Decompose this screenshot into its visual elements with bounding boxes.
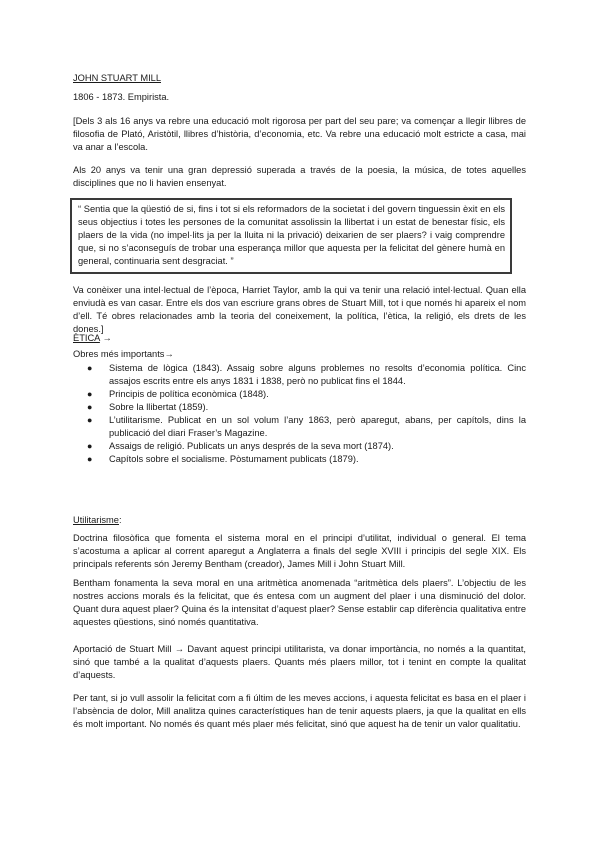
bullet-icon: ● (87, 363, 93, 373)
list-item (73, 362, 526, 388)
quote-box (70, 198, 512, 274)
bullet-icon: ● (87, 402, 93, 412)
doctrine-paragraph: Doctrina filosòfica que fomenta el sistema moral en el principi d’utilitat, individual o general. El tema s’acostuma a aplicar al corrent aparegut a Anglaterra a finals del segle XVIII i principis del segle XIX. Els principals referents són Jeremy Bentham (creador), James Mill i John Stuart Mill. (73, 533, 526, 569)
list-item (73, 414, 526, 440)
bullet-icon: ● (87, 441, 93, 451)
happiness-paragraph: Per tant, si jo vull assolir la felicitat com a fi últim de les meves accions, i aquesta felicitat es basa en el plaer i l’absència de dolor, Mill analitza quines característiques han de tenir aquests plaers, ja que la qualitat en ells és molt important. No només és quant més plaer més felicitat, sinó que aquest ha de tenir un valor qualitatiu. (73, 693, 526, 729)
bentham-paragraph: Bentham fonamenta la seva moral en una aritmètica anomenada “aritmètica dels plaers”. L’objectiu de les nostres accions morals és la felicitat, que és entesa com un augment del plaer i una disminució del dolor. Quant dura aquest plaer? Quina és la intensitat d’aquest plaer? Sense establir cap diferència qualitativa entre aquestes qüestions, sinó només quantitativa. (73, 578, 526, 627)
list-item-text: Sistema de lògica (1843). Assaig sobre alguns problemes no resolts d’economia política. Cinc assajos escrits entre els anys 1831 i 1838, però no publicat fins el 1844. (109, 363, 526, 386)
list-item (73, 401, 526, 414)
list-item-text: Principis de política econòmica (1848). (109, 389, 269, 399)
bullet-icon: ● (87, 454, 93, 464)
obres-intro: Obres més importants→ (73, 349, 174, 359)
mill-contribution-paragraph: Aportació de Stuart Mill → Davant aquest principi utilitarista, va donar importància, no només a la quantitat, sinó que també a la qualitat d’aquests plaers. Quants més plaers millor, tot i tenint en compte la qualitat d’aquests. (73, 644, 526, 680)
depression-paragraph: Als 20 anys va tenir una gran depressió superada a través de la poesia, la música, de totes aquelles disciplines que no li havien ensenyat. (73, 165, 526, 188)
list-item-text: Assaigs de religió. Publicats un anys després de la seva mort (1874). (109, 441, 394, 451)
list-item-text: L’utilitarisme. Publicat en un sol volum l’any 1863, però aparegut, abans, per capítols, dins la publicació del diari Fraser’s Magazine. (109, 415, 526, 438)
bullet-icon: ● (87, 389, 93, 399)
etica-heading (73, 332, 526, 345)
life-dates: 1806 - 1873. Empirista. (73, 92, 170, 102)
list-item (73, 388, 526, 401)
right-arrow-icon: → (99, 333, 112, 343)
document-heading: JOHN STUART MILL (73, 73, 161, 83)
works-list (73, 362, 526, 466)
utilitarisme-label: Utilitarisme (73, 515, 119, 525)
list-item (73, 440, 526, 453)
utilitarisme-heading (73, 514, 526, 527)
etica-label: ÈTICA (73, 333, 100, 343)
list-item-text: Capítols sobre el socialisme. Pòstumament publicats (1879). (109, 454, 359, 464)
quote-text: “ Sentia que la qüestió de si, fins i tot si els reformadors de la societat i del govern tinguessin èxit en els seus objectius i totes les persones de la comunitat assolissin la llibertat i un estat de benestar físic, els plaers de la vida (no impel·lits ja per la lluita ni la privació) deixarien de ser plaers? i vaig comprendre que, si no s’aconseguís de trobar una esperança millor que aquesta per la felicitat del gènere humà en general, continuaria sent desgraciat. ” (78, 204, 505, 266)
harriet-paragraph: Va conèixer una intel·lectual de l’època, Harriet Taylor, amb la qui va tenir una relació intel·lectual. Quan ella enviudà es van casar. Entre els dos van escriure grans obres de Stuart Mill, tot i que només hi apareix el nom d’ell. Té obres relacionades amb la teoria del coneixement, la política, l’ètica, la religió, els drets de les dones.] (73, 285, 526, 334)
list-item (73, 453, 526, 466)
list-item-text: Sobre la llibertat (1859). (109, 402, 209, 412)
bio-paragraph: [Dels 3 als 16 anys va rebre una educació molt rigorosa per part del seu pare; va començar a llegir llibres de filosofia de Plató, Aristòtil, llibres d’història, d’economia, etc. Va rebre una educació molt estricte a casa, mai va anar a l’escola. (73, 116, 526, 152)
heading-colon: : (118, 515, 122, 525)
bullet-icon: ● (87, 415, 93, 425)
